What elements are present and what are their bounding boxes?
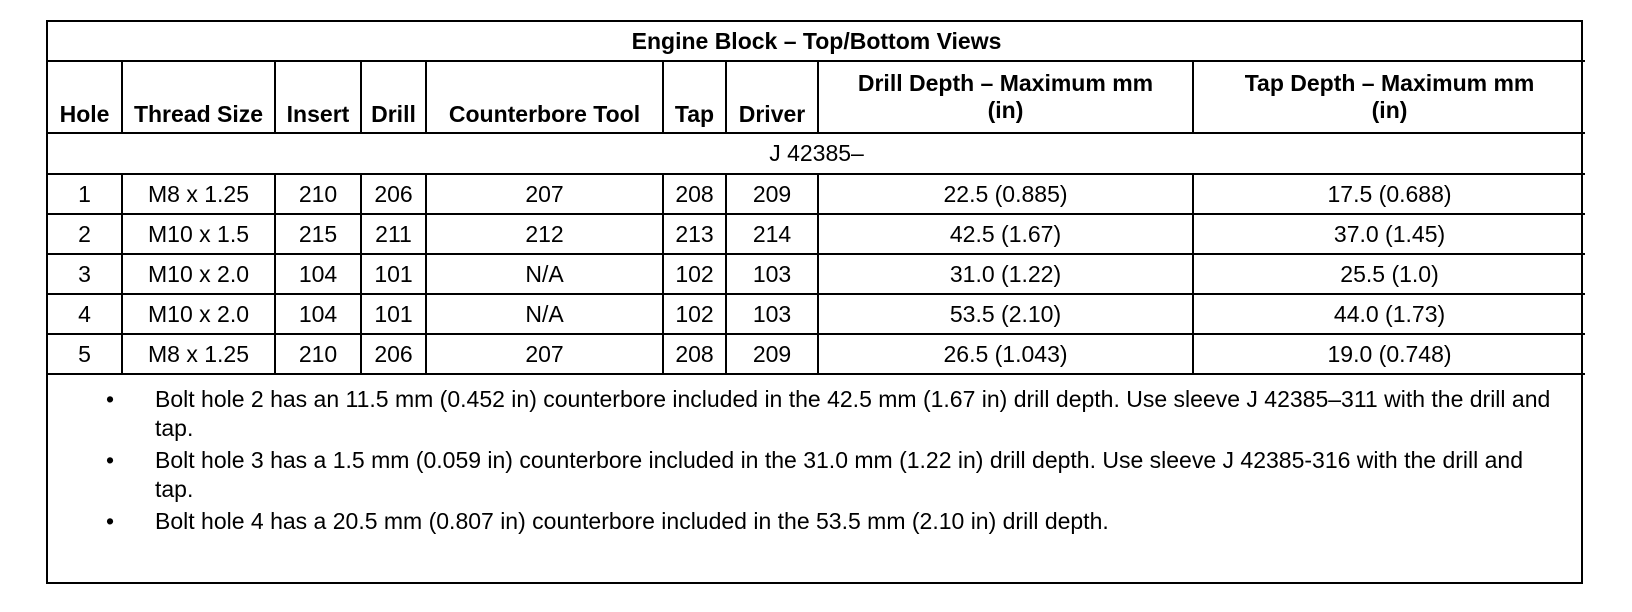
cell-insert: 210 <box>275 174 361 214</box>
header-hole: Hole <box>48 61 122 133</box>
cell-tap: 208 <box>663 174 726 214</box>
header-tap: Tap <box>663 61 726 133</box>
cell-counterbore-tool: 207 <box>426 174 663 214</box>
notes-list <box>48 375 1581 536</box>
header-drill-depth-line1: Drill Depth – Maximum mm <box>857 70 1154 96</box>
header-tap-depth-line2: (in) <box>1371 97 1408 123</box>
cell-insert: 215 <box>275 214 361 254</box>
cell-tap-depth: 17.5 (0.688) <box>1193 174 1585 214</box>
table-row <box>48 174 1585 214</box>
table-row <box>48 294 1585 334</box>
note-text: Bolt hole 2 has an 11.5 mm (0.452 in) counterbore included in the 42.5 mm (1.67 in) drill depth. Use sleeve J 42385–311 with the drill and tap. <box>155 386 1551 441</box>
cell-tap: 102 <box>663 294 726 334</box>
cell-tap: 102 <box>663 254 726 294</box>
cell-thread-size: M10 x 2.0 <box>122 294 275 334</box>
table-row <box>48 254 1585 294</box>
header-drill-depth <box>818 61 1193 133</box>
engine-block-spec-table <box>48 22 1585 375</box>
cell-drill-depth: 31.0 (1.22) <box>818 254 1193 294</box>
header-counterbore-tool: Counterbore Tool <box>426 61 663 133</box>
cell-thread-size: M8 x 1.25 <box>122 174 275 214</box>
cell-drill-depth: 22.5 (0.885) <box>818 174 1193 214</box>
cell-counterbore-tool: 207 <box>426 334 663 374</box>
cell-drill: 101 <box>361 254 426 294</box>
cell-thread-size: M8 x 1.25 <box>122 334 275 374</box>
cell-insert: 104 <box>275 254 361 294</box>
header-insert: Insert <box>275 61 361 133</box>
cell-tap-depth: 19.0 (0.748) <box>1193 334 1585 374</box>
cell-insert: 104 <box>275 294 361 334</box>
cell-hole: 4 <box>48 294 122 334</box>
note-text: Bolt hole 4 has a 20.5 mm (0.807 in) counterbore included in the 53.5 mm (2.10 in) drill depth. <box>155 508 1109 534</box>
note-text: Bolt hole 3 has a 1.5 mm (0.059 in) counterbore included in the 31.0 mm (1.22 in) drill depth. Use sleeve J 42385-316 with the drill and tap. <box>155 447 1523 502</box>
cell-driver: 103 <box>726 254 818 294</box>
list-item <box>48 446 1581 504</box>
cell-driver: 209 <box>726 334 818 374</box>
cell-driver: 103 <box>726 294 818 334</box>
cell-counterbore-tool: 212 <box>426 214 663 254</box>
table-row <box>48 214 1585 254</box>
cell-drill: 206 <box>361 174 426 214</box>
cell-driver: 209 <box>726 174 818 214</box>
header-drill-depth-line2: (in) <box>987 97 1024 123</box>
cell-hole: 1 <box>48 174 122 214</box>
cell-hole: 3 <box>48 254 122 294</box>
cell-driver: 214 <box>726 214 818 254</box>
cell-counterbore-tool: N/A <box>426 254 663 294</box>
header-driver: Driver <box>726 61 818 133</box>
table-row <box>48 334 1585 374</box>
cell-counterbore-tool: N/A <box>426 294 663 334</box>
bullet-icon: • <box>106 447 115 473</box>
table-title: Engine Block – Top/Bottom Views <box>48 22 1585 61</box>
cell-hole: 2 <box>48 214 122 254</box>
cell-insert: 210 <box>275 334 361 374</box>
cell-tap-depth: 37.0 (1.45) <box>1193 214 1585 254</box>
tool-prefix: J 42385– <box>48 133 1585 174</box>
spec-table-frame <box>46 20 1583 584</box>
cell-tap-depth: 25.5 (1.0) <box>1193 254 1585 294</box>
header-tap-depth <box>1193 61 1585 133</box>
cell-hole: 5 <box>48 334 122 374</box>
cell-tap: 208 <box>663 334 726 374</box>
cell-thread-size: M10 x 2.0 <box>122 254 275 294</box>
bullet-icon: • <box>106 508 115 534</box>
cell-drill-depth: 42.5 (1.67) <box>818 214 1193 254</box>
cell-drill-depth: 53.5 (2.10) <box>818 294 1193 334</box>
list-item <box>48 507 1581 536</box>
cell-drill-depth: 26.5 (1.043) <box>818 334 1193 374</box>
cell-drill: 206 <box>361 334 426 374</box>
cell-drill: 101 <box>361 294 426 334</box>
cell-tap: 213 <box>663 214 726 254</box>
bullet-icon: • <box>106 386 115 412</box>
header-tap-depth-line1: Tap Depth – Maximum mm <box>1244 70 1535 96</box>
cell-tap-depth: 44.0 (1.73) <box>1193 294 1585 334</box>
cell-drill: 211 <box>361 214 426 254</box>
list-item <box>48 385 1581 443</box>
header-thread-size: Thread Size <box>122 61 275 133</box>
header-drill: Drill <box>361 61 426 133</box>
cell-thread-size: M10 x 1.5 <box>122 214 275 254</box>
